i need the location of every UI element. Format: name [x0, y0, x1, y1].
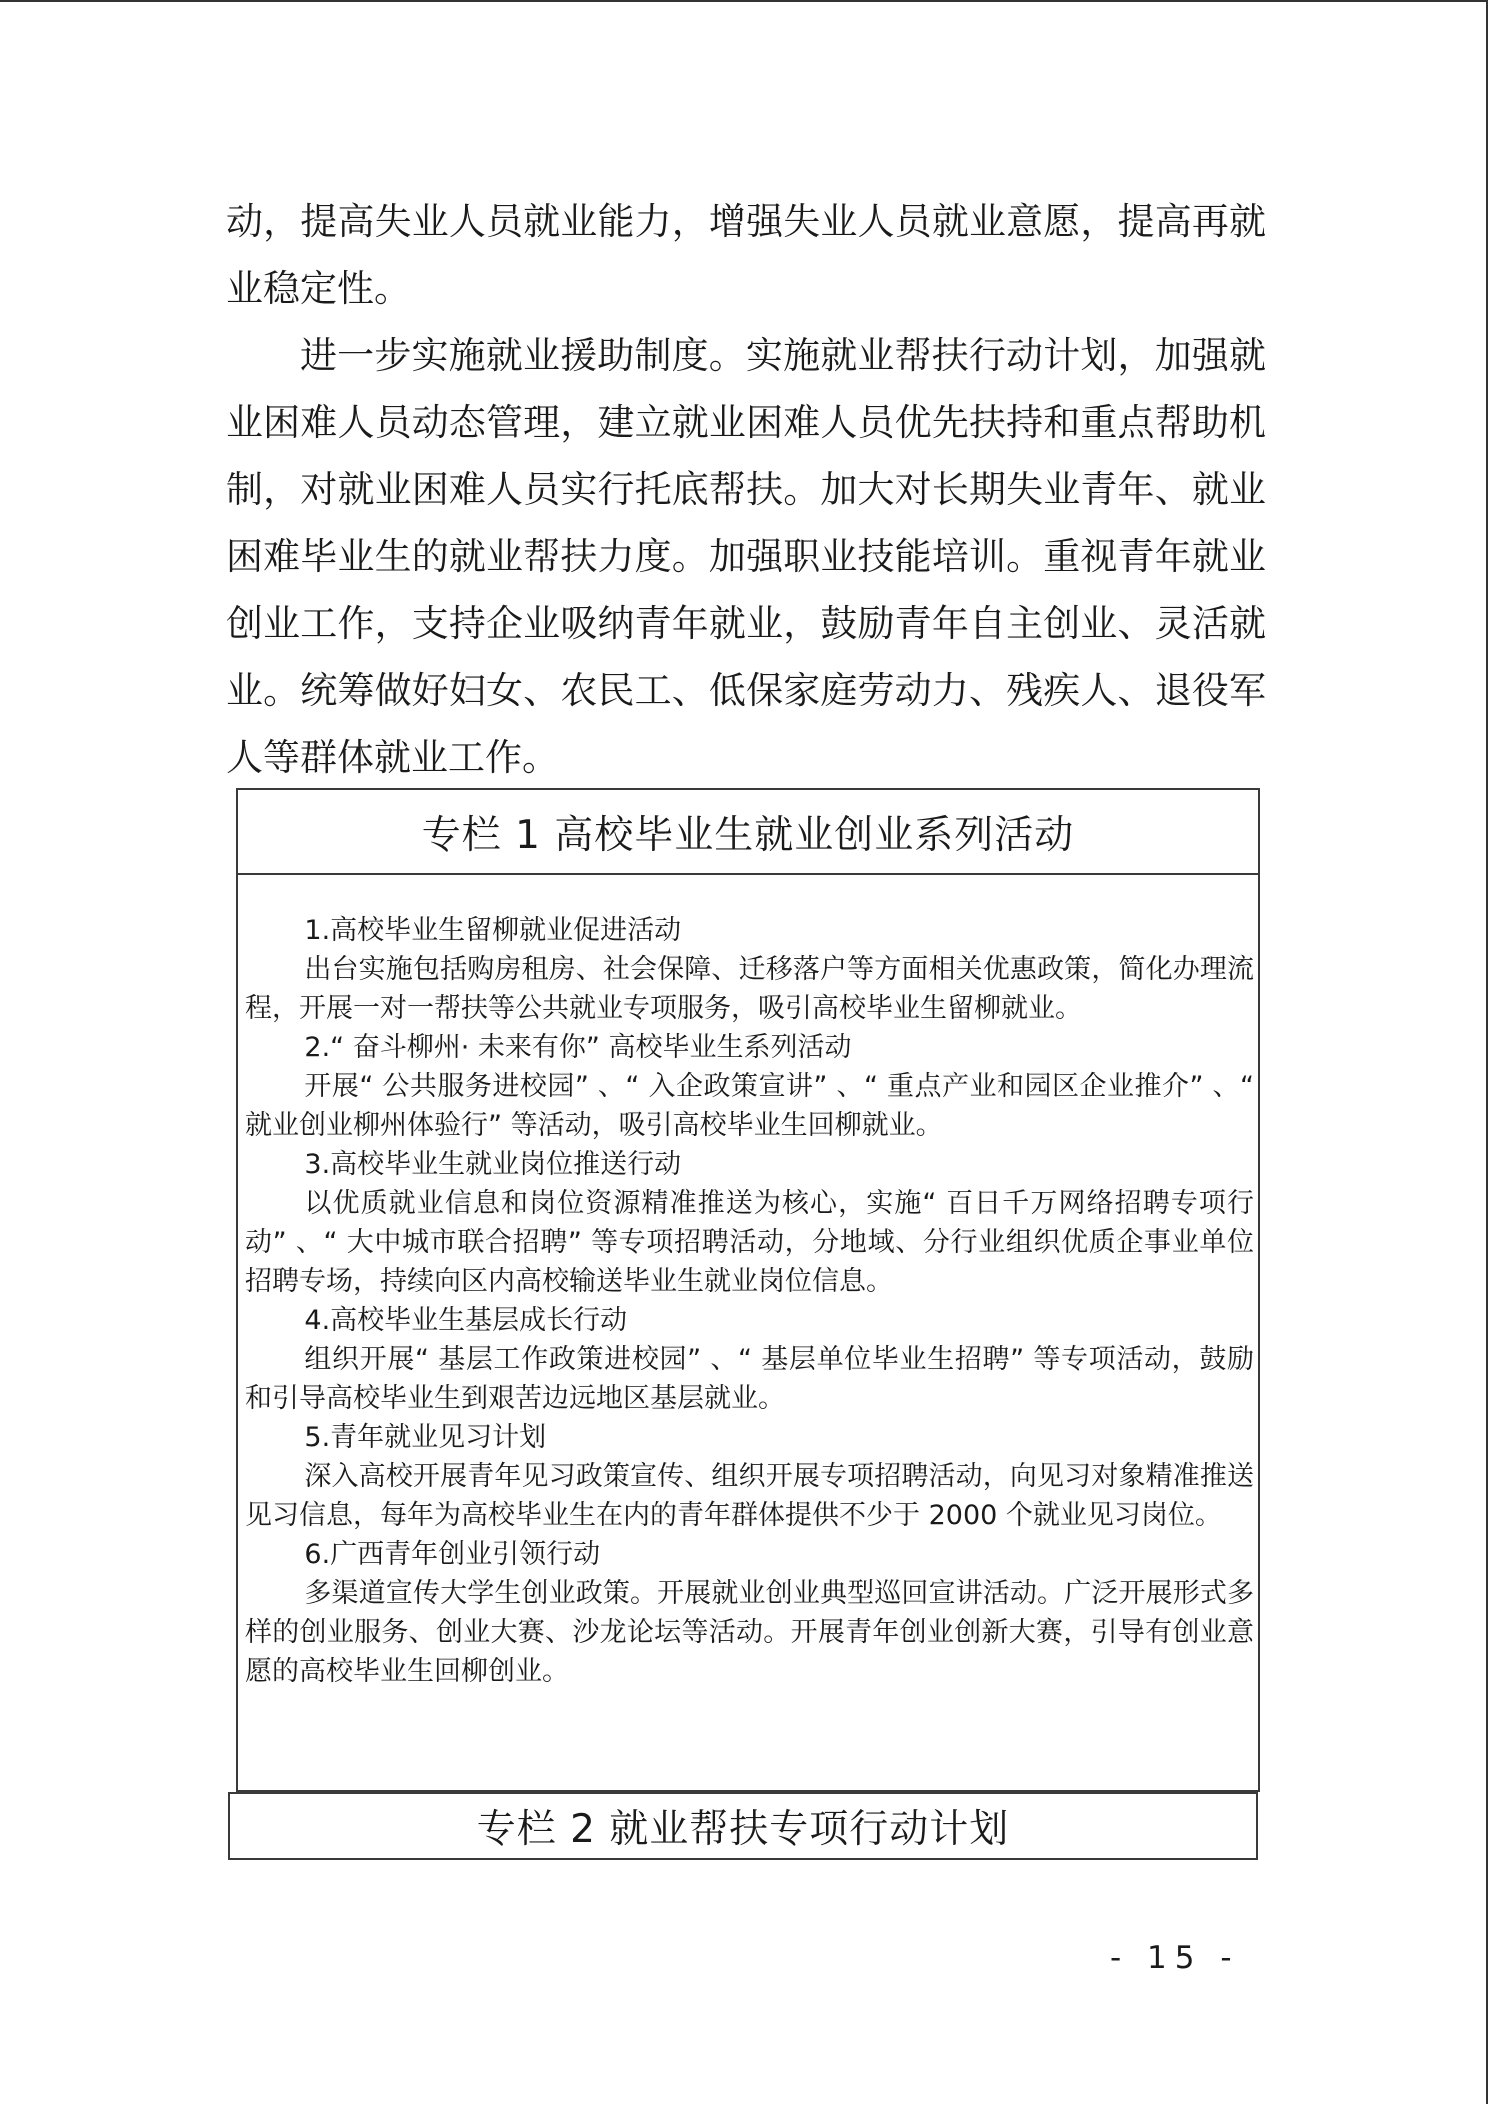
box-item-text-6: 多渠道宣传大学生创业政策。开展就业创业典型巡回宣讲活动。广泛开展形式多样的创业服务、创业大赛、沙龙论坛等活动。开展青年创业创新大赛，引导有创业意愿的高校毕业生回柳创业。 — [245, 1578, 1254, 1687]
box-item-text-3: 以优质就业信息和岗位资源精准推送为核心，实施“ 百日千万网络招聘专项行动” 、“ 大中城市联合招聘” 等专项招聘活动，分地域、分行业组织优质企事业单位招聘专场，持续向区内高校输送毕业生就业岗位信息。 — [245, 1188, 1254, 1297]
box-item-heading-5: 5.青年就业见习计划 — [304, 1422, 547, 1453]
body-paragraph-2: 进一步实施就业援助制度。实施就业帮扶行动计划，加强就业困难人员动态管理，建立就业困难人员优先扶持和重点帮助机制，对就业困难人员实行托底帮扶。加大对长期失业青年、就业困难毕业生的就业帮扶力度。加强职业技能培训。重视青年就业创业工作，支持企业吸纳青年就业，鼓励青年自主创业、灵活就业。统筹做好妇女、农民工、低保家庭劳动力、残疾人、退役军人等群体就业工作。 — [226, 334, 1266, 779]
page-top-border — [0, 0, 1488, 2]
box-item-text-1: 出台实施包括购房租房、社会保障、迁移落户等方面相关优惠政策，简化办理流程，开展一对一帮扶等公共就业专项服务，吸引高校毕业生留柳就业。 — [245, 954, 1254, 1024]
box-item-text-2: 开展“ 公共服务进校园” 、“ 入企政策宣讲” 、“ 重点产业和园区企业推介” 、“ 就业创业柳州体验行” 等活动，吸引高校毕业生回柳就业。 — [245, 1071, 1254, 1141]
box-item-text-5: 深入高校开展青年见习政策宣传、组织开展专项招聘活动，向见习对象精准推送见习信息，每年为高校毕业生在内的青年群体提供不少于 2000 个就业见习岗位。 — [245, 1461, 1254, 1531]
body-paragraph-1: 动，提高失业人员就业能力，增强失业人员就业意愿，提高再就业稳定性。 — [226, 200, 1266, 310]
column-box-1 — [236, 788, 1260, 1792]
box-item-text-4: 组织开展“ 基层工作政策进校园” 、“ 基层单位毕业生招聘” 等专项活动，鼓励和引导高校毕业生到艰苦边远地区基层就业。 — [245, 1344, 1254, 1414]
column-box-2-title: 专栏 2 就业帮扶专项行动计划 — [228, 1792, 1258, 1860]
box-item-heading-2: 2.“ 奋斗柳州· 未来有你” 高校毕业生系列活动 — [304, 1032, 852, 1063]
page-number: - 15 - — [1110, 1940, 1240, 1976]
box-item-heading-6: 6.广西青年创业引领行动 — [304, 1539, 601, 1570]
box-item-heading-4: 4.高校毕业生基层成长行动 — [304, 1305, 628, 1336]
column-box-1-content — [238, 875, 1258, 1691]
box-item-heading-1: 1.高校毕业生留柳就业促进活动 — [304, 915, 682, 946]
column-box-1-title: 专栏 1 高校毕业生就业创业系列活动 — [238, 790, 1258, 875]
body-text — [226, 188, 1266, 791]
box-item-heading-3: 3.高校毕业生就业岗位推送行动 — [304, 1149, 682, 1180]
